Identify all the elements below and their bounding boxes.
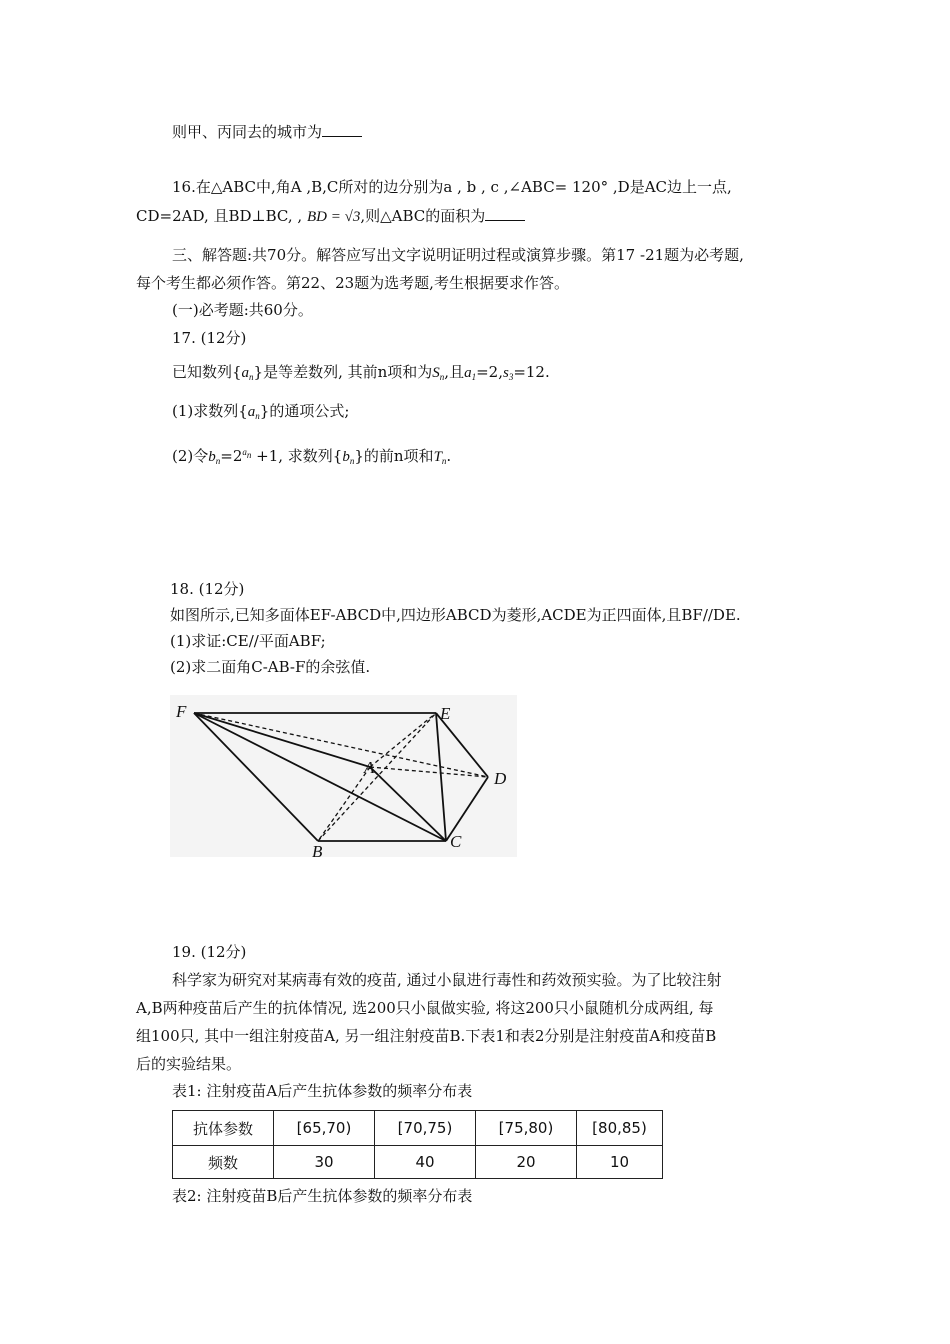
q17-p2-d: }的前n项和 [354,447,434,465]
label-b: B [312,842,323,857]
q15-tail-line [172,122,362,142]
q17-p2-b-n: $b_n$ [208,449,221,466]
q16-line2-b: ,则△ABC的面积为 [360,207,486,225]
q17-p2-c: +1, 求数列{ [251,447,343,465]
q18-heading: 18. (12分) [170,580,245,598]
table-header-label: 抗体参数 [173,1111,274,1146]
q16-line1: 16.在△ABC中,角A ,B,C所对的边分别为a , b , c ,∠ABC= 120° ,D是AC边上一点, [172,178,732,196]
q18-part1: (1)求证:CE//平面ABF; [170,632,326,650]
table-count: 10 [577,1146,663,1179]
q17-stem-c: ,且 [444,363,465,381]
answer-blank [485,208,525,221]
table-interval: [80,85) [577,1111,663,1146]
label-d: D [494,769,507,788]
q17-part1 [172,401,349,426]
q16-line2-a: CD=2AD, 且BD⊥BC, , [136,207,303,225]
q17-part2 [172,442,451,471]
q15-tail-text: 则甲、丙同去的城市为 [172,123,323,141]
q17-stem [172,362,550,387]
q19-line1: 科学家为研究对某病毒有效的疫苗, 通过小鼠进行毒性和药效预实验。为了比较注射 [172,971,722,989]
table-interval: [65,70) [274,1111,375,1146]
solid-edges [194,713,488,841]
q17-s-3: $s_3$ [502,365,514,382]
q17-p2-b-n-2: $b_n$ [342,449,355,466]
q17-s-n: $S_n$ [432,365,445,382]
table-interval: [70,75) [375,1111,476,1146]
table-row-label: 频数 [173,1146,274,1179]
q19-heading: 19. (12分) [172,943,247,961]
q17-p2-exponent: an [242,447,252,460]
label-c: C [450,832,462,851]
table2-caption: 表2: 注射疫苗B后产生抗体参数的频率分布表 [172,1187,473,1205]
q17-stem-b: }是等差数列, 其前n项和为 [253,363,433,381]
q17-stem-d: =2, [476,363,503,381]
table-count: 40 [375,1146,476,1179]
q17-p2-a: (2)令 [172,447,209,465]
label-f: F [176,702,187,721]
q19-line4: 后的实验结果。 [136,1055,242,1073]
q18-part2: (2)求二面角C-AB-F的余弦值. [170,658,371,676]
q17-p2-e: . [446,447,452,465]
q16-bd-expression: BD = √3 [306,209,361,225]
label-e: E [440,704,451,723]
q17-p1-a-n: $a_n$ [247,404,260,421]
table1-frequency [172,1110,663,1179]
answer-blank [322,124,362,137]
section3-line3: (一)必考题:共60分。 [172,301,313,319]
section3-line2: 每个考生都必须作答。第22、23题为选考题,考生根据要求作答。 [136,274,569,292]
q17-p1-a: (1)求数列{ [172,402,248,420]
table-row [173,1146,663,1179]
q16-line2 [136,206,525,227]
q17-stem-e: =12. [513,363,550,381]
q17-stem-a: 已知数列{ [172,363,242,381]
q19-line3: 组100只, 其中一组注射疫苗A, 另一组注射疫苗B.下表1和表2分别是注射疫苗A和疫苗B [136,1027,717,1045]
polyhedron-figure [170,695,517,857]
q17-p1-b: }的通项公式; [259,402,350,420]
q19-line2: A,B两种疫苗后产生的抗体情况, 选200只小鼠做实验, 将这200只小鼠随机分成两组, 每 [136,999,714,1017]
q17-p2-t-n: $T_n$ [433,449,447,466]
section3-line1: 三、解答题:共70分。解答应写出文字说明证明过程或演算步骤。第17 -21题为必考题, [172,246,744,264]
q17-heading: 17. (12分) [172,329,247,347]
table1-caption: 表1: 注射疫苗A后产生抗体参数的频率分布表 [172,1082,473,1100]
table-count: 30 [274,1146,375,1179]
q17-p2-b: =2 [220,447,243,465]
q17-a-n: $a_n$ [241,365,254,382]
q17-a-1: $a_1$ [464,365,477,382]
label-a: A [364,758,375,777]
table-count: 20 [476,1146,577,1179]
table-interval: [75,80) [476,1111,577,1146]
table-row [173,1111,663,1146]
q18-stem: 如图所示,已知多面体EF-ABCD中,四边形ABCD为菱形,ACDE为正四面体,且BF//DE. [170,606,741,624]
